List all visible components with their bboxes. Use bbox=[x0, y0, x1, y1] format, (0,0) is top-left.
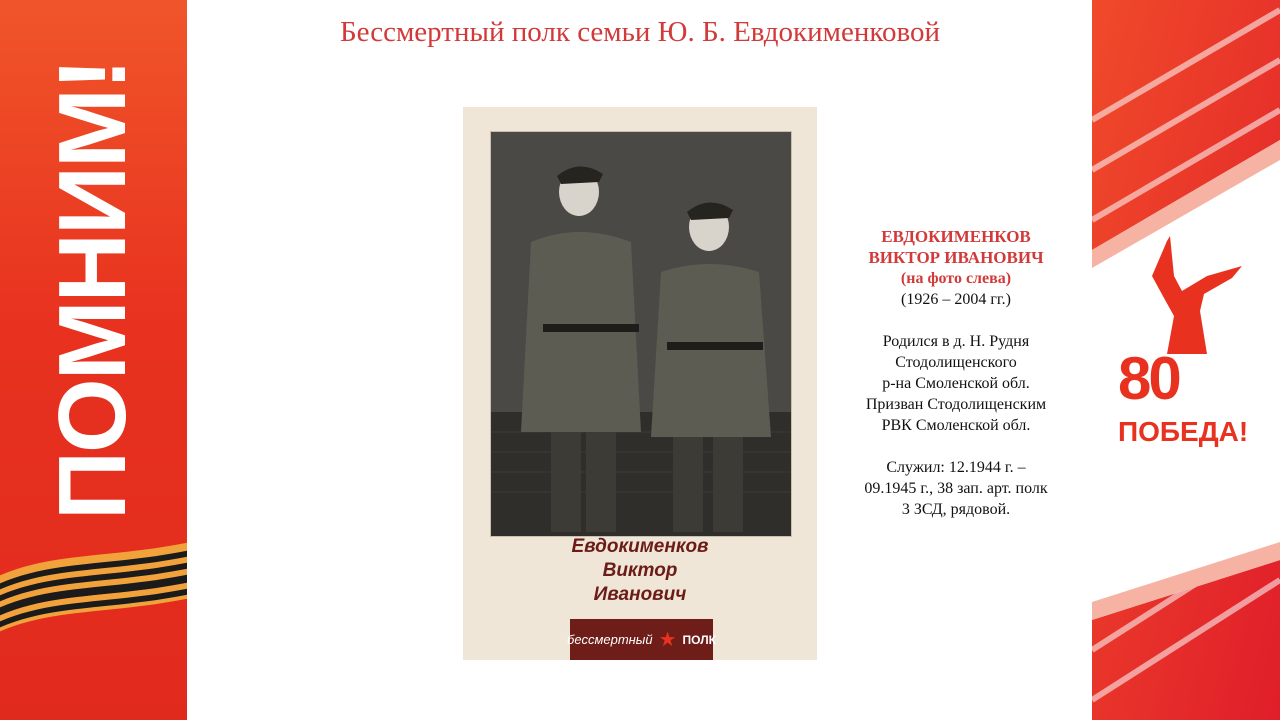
logo-brand-text: бессмертный bbox=[567, 632, 653, 647]
logo-polk-text: ПОЛК bbox=[682, 632, 716, 647]
memorial-card bbox=[463, 107, 817, 660]
soldiers-photo bbox=[490, 131, 792, 537]
star-icon: ★ bbox=[658, 629, 677, 651]
page-title: Бессмертный полк семьи Ю. Б. Евдокименковой bbox=[339, 16, 941, 48]
bio-given-name: ВИКТОР ИВАНОВИЧ bbox=[868, 248, 1044, 267]
bio-born-line: Стодолищенского bbox=[895, 354, 1017, 371]
pobeda-label: ПОБЕДА! bbox=[1118, 416, 1249, 447]
bio-born-line: Родился в д. Н. Рудня bbox=[882, 333, 1030, 350]
motherland-statue-icon bbox=[1112, 236, 1262, 356]
bio-born-line: р-на Смоленской обл. bbox=[882, 375, 1030, 392]
number-80: 80 bbox=[1118, 345, 1179, 412]
bio-surname: ЕВДОКИМЕНКОВ bbox=[881, 227, 1031, 246]
immortal-regiment-logo bbox=[567, 619, 716, 660]
two-soldiers-photo-icon bbox=[491, 132, 791, 536]
bio-photo-note: (на фото слева) bbox=[900, 270, 1012, 287]
bio-drafted-line: РВК Смоленской обл. bbox=[881, 417, 1031, 434]
bio-years: (1926 – 2004 гг.) bbox=[901, 291, 1011, 308]
card-surname: Евдокименков bbox=[571, 536, 709, 557]
bio-service-line: 09.1945 г., 38 зап. арт. полк bbox=[864, 480, 1048, 497]
card-patronymic: Иванович bbox=[593, 584, 687, 605]
bio-service-line: Служил: 12.1944 г. – bbox=[886, 459, 1026, 476]
card-firstname: Виктор bbox=[602, 560, 678, 581]
bio-drafted-line: Призван Стодолищенским bbox=[865, 396, 1047, 413]
left-banner bbox=[0, 0, 187, 720]
victory-80-emblem bbox=[1112, 236, 1262, 456]
st-george-ribbon-icon bbox=[0, 540, 187, 650]
biography-block bbox=[820, 226, 1092, 520]
pomnim-vertical-text: ПОМНИМ! bbox=[39, 60, 146, 520]
bio-service-line: 3 ЗСД, рядовой. bbox=[901, 501, 1011, 518]
